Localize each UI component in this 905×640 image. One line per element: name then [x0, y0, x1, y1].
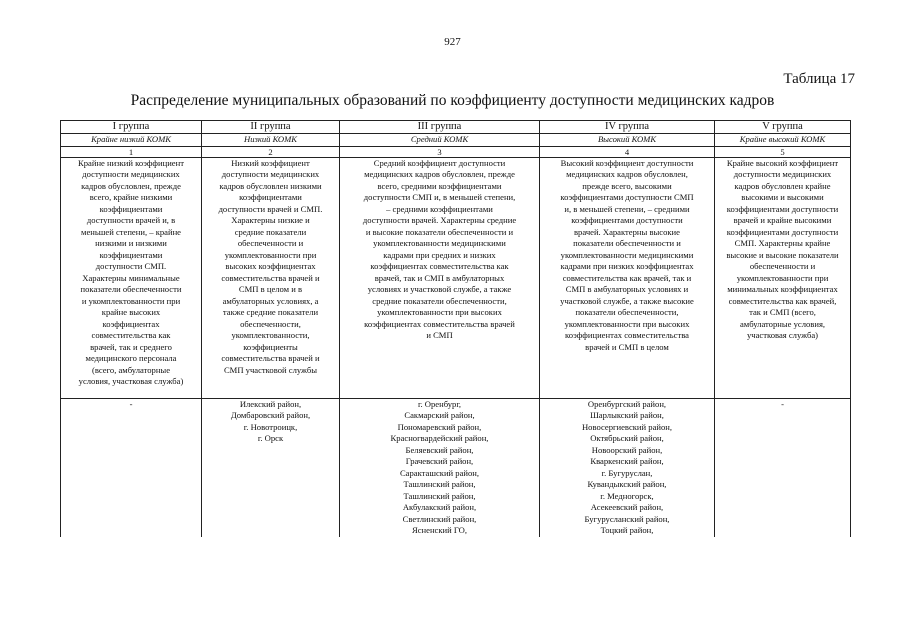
column-number-row	[61, 146, 851, 157]
municipalities-row	[61, 398, 851, 537]
cell-line: коэффициентами	[99, 249, 163, 260]
cell-line: показатели обеспеченности,	[575, 307, 679, 317]
cell-line: обеспеченности,	[240, 318, 301, 329]
cell-line: г. Бугуруслан,	[601, 467, 653, 478]
cell-line: условиях и участковой службе, а также	[367, 284, 512, 294]
cell-line: Светлинский район,	[402, 513, 477, 524]
komk-label-cell: Высокий КОМК	[540, 134, 715, 147]
cell-line: Сакмарский район,	[404, 410, 475, 420]
komk-label-cell: Крайне высокий КОМК	[715, 134, 851, 147]
cell-line: совместительства как	[91, 330, 171, 340]
table-label: Таблица 17	[783, 71, 855, 87]
cell-line: коэффициентами доступности	[726, 226, 839, 237]
cell-line: коэффициентами	[239, 192, 302, 202]
cell-line: укомплектованности при	[224, 249, 317, 260]
cell-line: средние показатели	[234, 226, 307, 237]
document-title: Распределение муниципальных образований по коэффициенту доступности медицинских кадров	[130, 92, 775, 109]
cell-line: доступности врачей и СМП.	[218, 203, 323, 214]
cell-line: высокими и высокими	[741, 192, 824, 202]
cell-line: Кваркенский район,	[590, 456, 664, 466]
cell-line: медицинских кадров обусловлен,	[566, 169, 688, 179]
group-header-cell: I группа	[61, 121, 202, 134]
cell-line: коэффициентами	[99, 203, 163, 214]
cell-line: Бугурусланский район,	[584, 513, 670, 524]
cell-line: кадрами при низких коэффициентах	[560, 261, 694, 271]
cell-line: и, в меньшей степени, – средними	[564, 203, 690, 214]
description-cell	[202, 157, 340, 398]
cell-line: амбулаторные условия,	[739, 318, 826, 329]
cell-line: укомплектованности при	[736, 272, 829, 283]
cell-line: обеспеченности и	[749, 261, 816, 271]
cell-line: крайне высоких	[101, 307, 161, 317]
group-header-cell: IV группа	[540, 121, 715, 134]
group-header-cell: V группа	[715, 121, 851, 134]
cell-line: так и СМП (всего,	[749, 307, 816, 317]
cell-line: доступности СМП и, в меньшей степени,	[363, 192, 516, 202]
cell-line: медицинских кадров обусловлен, прежде	[364, 169, 515, 179]
group-header-cell: II группа	[202, 121, 340, 134]
cell-line: СМП в амбулаторных условиях и	[565, 284, 689, 294]
column-number-cell: 1	[61, 146, 202, 157]
cell-line: Беляевский район,	[405, 444, 474, 455]
cell-line: доступности СМП.	[95, 261, 167, 271]
cell-line: Ташлинский район,	[403, 490, 476, 501]
cell-line: Грачевский район,	[405, 456, 474, 466]
cell-line: Красногвардейский район,	[390, 433, 489, 443]
cell-line: Средний коэффициент доступности	[373, 157, 506, 168]
cell-line: доступности врачей. Характерны средние	[362, 215, 517, 225]
cell-line: Октябрьский район,	[590, 433, 664, 443]
cell-line: укомплектованности при высоких	[564, 318, 690, 329]
cell-line: коэффициентами доступности	[571, 215, 683, 225]
cell-line: Пономаревский район,	[397, 421, 482, 432]
cell-line: коэффициентами доступности	[726, 203, 839, 214]
cell-line: также средние показатели	[222, 307, 319, 317]
cell-line: Высокий коэффициент доступности	[560, 157, 694, 168]
cell-line: медицинского персонала	[85, 353, 177, 363]
cell-line: показатели обеспеченности и	[573, 238, 681, 248]
cell-line: Шарлыкский район,	[590, 410, 664, 420]
cell-line: (всего, амбулаторные	[91, 364, 171, 375]
cell-line: г. Оренбург,	[417, 398, 462, 409]
komk-label-cell: Средний КОМК	[340, 134, 540, 147]
cell-line: меньшей степени, – крайне	[81, 226, 181, 237]
cell-line: г. Новотроицк,	[243, 421, 298, 432]
cell-line: Крайне низкий коэффициент	[78, 157, 184, 168]
distribution-table	[60, 120, 851, 537]
cell-line: г. Медногорск,	[600, 490, 654, 501]
municipalities-cell	[202, 398, 340, 537]
cell-line: совместительства врачей и	[221, 272, 320, 283]
cell-line: г. Орск	[257, 433, 284, 443]
cell-line: коэффициентах совместительства	[565, 330, 689, 340]
cell-line: Крайне высокий коэффициент	[726, 157, 839, 168]
cell-line: доступности медицинских	[221, 169, 320, 179]
cell-line: врачей и СМП в целом	[585, 341, 669, 352]
cell-line: кадрами при средних и низких	[383, 249, 496, 260]
cell-line: средние показатели обеспеченности,	[372, 295, 507, 306]
cell-line: коэффициентах совместительства врачей	[364, 318, 515, 329]
cell-line: врачей и крайне высокими	[733, 215, 832, 225]
cell-line: и высокие показатели обеспеченности и	[365, 226, 514, 237]
cell-line: СМП. Характерны крайне	[734, 238, 831, 248]
cell-line: -	[129, 398, 133, 409]
cell-line: укомплектованности медицинскими	[560, 249, 694, 260]
cell-line: коэффициенты	[243, 341, 298, 352]
cell-line: минимальных коэффициентах	[727, 284, 838, 294]
komk-label-row	[61, 134, 851, 147]
cell-line: низкими и низкими	[95, 238, 167, 248]
cell-line: доступности медицинских	[82, 169, 180, 179]
group-header-row	[61, 121, 851, 134]
cell-line: прежде всего, высокими	[582, 180, 672, 191]
cell-line: участковой службе, а также высокие	[560, 295, 694, 306]
cell-line: укомплектованности при высоких	[377, 307, 502, 317]
cell-line: Асекеевский район,	[590, 502, 664, 512]
cell-line: высоких коэффициентах	[225, 261, 316, 271]
municipalities-cell	[340, 398, 540, 537]
cell-line: доступности медицинских	[733, 169, 832, 179]
cell-line: Ясненский ГО,	[411, 525, 467, 535]
cell-line: Илекский район,	[239, 398, 302, 409]
page-number: 927	[444, 36, 461, 48]
cell-line: врачей. Характерны высокие	[574, 226, 680, 237]
cell-line: коэффициентах	[102, 318, 160, 329]
cell-line: Низкий коэффициент	[231, 157, 310, 168]
cell-line: условия, участковая служба)	[78, 376, 184, 386]
column-number-cell: 3	[340, 146, 540, 157]
description-row	[61, 157, 851, 398]
cell-line: всего, средними коэффициентами	[377, 180, 502, 191]
cell-line: Новоорский район,	[591, 444, 663, 455]
komk-label-cell: Крайне низкий КОМК	[61, 134, 202, 147]
cell-line: -	[781, 398, 784, 409]
cell-line: Кувандыкский район,	[587, 479, 667, 489]
cell-line: всего, крайне низкими	[89, 192, 173, 202]
cell-line: совместительства врачей и	[221, 353, 320, 363]
cell-line: обеспеченности и	[237, 238, 304, 248]
column-number-cell: 5	[715, 146, 851, 157]
cell-line: Характерны минимальные	[82, 272, 180, 283]
cell-line: Саракташский район,	[399, 467, 480, 478]
cell-line: Тоцкий район,	[600, 525, 654, 535]
cell-line: Оренбургский район,	[587, 398, 667, 409]
cell-line: СМП участковой службы	[223, 364, 318, 375]
cell-line: и СМП	[426, 330, 453, 340]
cell-line: – средними коэффициентами	[386, 203, 493, 214]
description-cell	[715, 157, 851, 398]
cell-line: амбулаторных условиях, а	[222, 295, 319, 306]
cell-line: коэффициентами доступности СМП	[560, 192, 694, 202]
description-cell	[540, 157, 715, 398]
group-header-cell: III группа	[340, 121, 540, 134]
cell-line: кадров обусловлен низкими	[219, 180, 322, 191]
cell-line: Акбулакский район,	[402, 502, 477, 512]
cell-line: совместительства как врачей, так и	[562, 272, 692, 283]
cell-line: Новосергиевский район,	[581, 421, 673, 432]
cell-line: доступности врачей и, в	[86, 215, 176, 225]
cell-line: высокие и высокие показатели	[726, 249, 839, 260]
cell-line: показатели обеспеченности	[80, 284, 182, 294]
cell-line: кадров обусловлен крайне	[734, 180, 831, 191]
municipalities-cell	[540, 398, 715, 537]
cell-line: укомплектованности медицинскими	[373, 238, 506, 248]
cell-line: Домбаровский район,	[230, 410, 311, 420]
cell-line: кадров обусловлен, прежде	[81, 180, 181, 191]
cell-line: и укомплектованности при	[81, 295, 181, 306]
description-cell	[61, 157, 202, 398]
municipalities-cell	[61, 398, 202, 537]
cell-line: укомплектованности,	[231, 330, 310, 340]
column-number-cell: 2	[202, 146, 340, 157]
cell-line: СМП в целом и в	[238, 284, 303, 294]
cell-line: участковая служба)	[746, 330, 819, 340]
cell-line: Ташлинский район,	[403, 479, 476, 489]
cell-line: совместительства как врачей,	[728, 295, 837, 306]
column-number-cell: 4	[540, 146, 715, 157]
cell-line: врачей, так и СМП в амбулаторных	[374, 272, 505, 283]
komk-label-cell: Низкий КОМК	[202, 134, 340, 147]
cell-line: Характерны низкие и	[231, 215, 310, 225]
cell-line: коэффициентах совместительства как	[370, 261, 509, 271]
municipalities-cell	[715, 398, 851, 537]
cell-line: врачей, так и среднего	[90, 341, 172, 352]
description-cell	[340, 157, 540, 398]
